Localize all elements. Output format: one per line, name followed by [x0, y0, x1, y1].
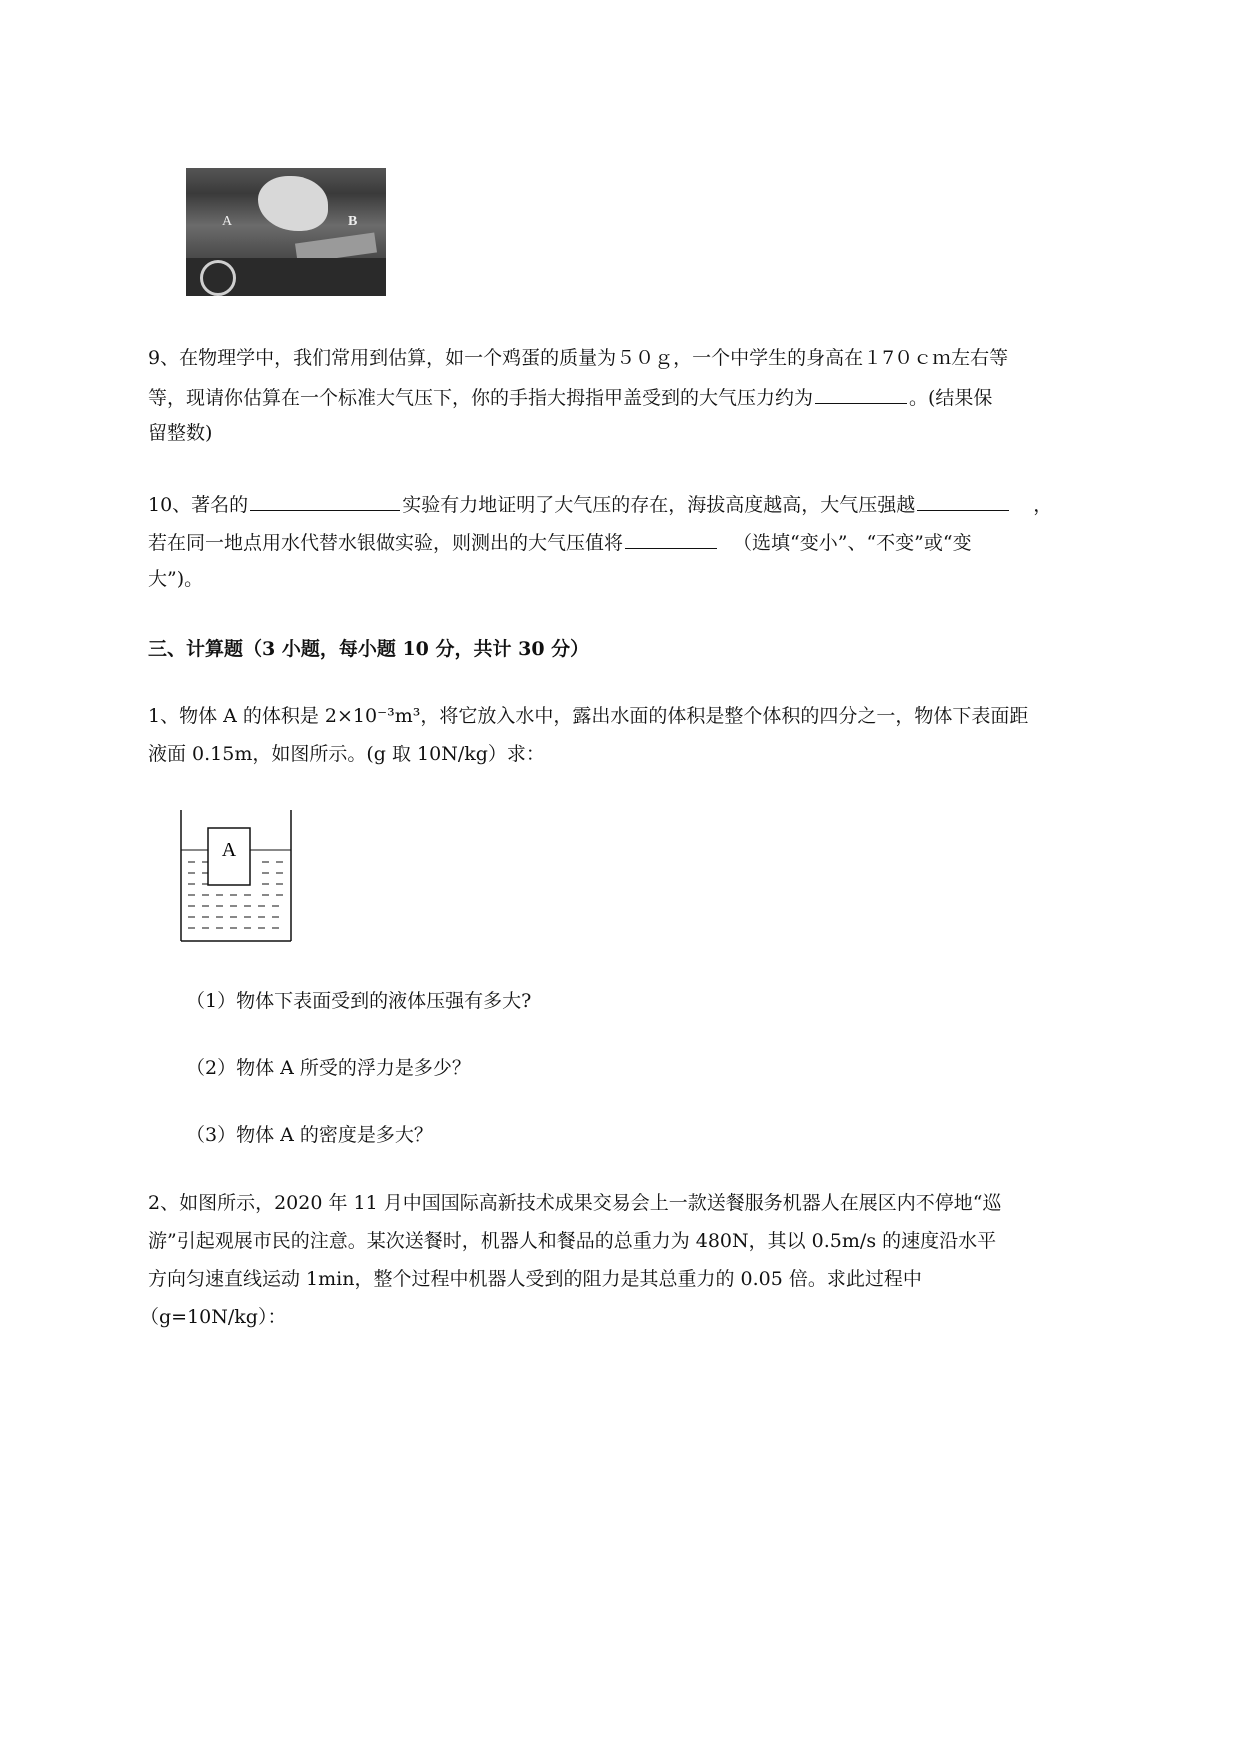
- q9-line2-tail: 。(结果保: [909, 387, 993, 409]
- q10-line3: 大”)。: [148, 568, 204, 590]
- q10-line2: [148, 528, 1098, 556]
- q9-line3: 留整数): [148, 422, 213, 444]
- c1-sub-q2: （2）物体 A 所受的浮力是多少？: [186, 1057, 471, 1079]
- q10-line2-a: 若在同一地点用水代替水银做实验，则测出的大气压值将: [148, 532, 624, 554]
- c2-line4: （g=10N/kg）：: [140, 1306, 287, 1328]
- photo-label-b: B: [348, 214, 358, 229]
- q9-line1: 9、在物理学中，我们常用到估算，如一个鸡蛋的质量为５０ｇ，一个中学生的身高在１7０ｃｍ左右等: [148, 347, 1009, 369]
- wheel-icon: [200, 260, 236, 296]
- photo-label-a: A: [222, 214, 233, 229]
- q10-line1-c: ，: [1033, 494, 1053, 516]
- c2-line2: 游”引起观展市民的注意。某次送餐时，机器人和餐品的总重力为 480N，其以 0.5m/s 的速度沿水平: [148, 1230, 997, 1252]
- q10-line2-b: （选填“变小”、“不变”或“变: [733, 532, 972, 554]
- object-a-label: A: [221, 839, 237, 861]
- c1-line1: 1、物体 A 的体积是 2×10⁻³m³，将它放入水中，露出水面的体积是整个体积的四分之一，物体下表面距: [148, 705, 1029, 727]
- q9-line2: [148, 383, 1098, 411]
- c2-line3: 方向匀速直线运动 1min，整个过程中机器人受到的阻力是其总重力的 0.05 倍。求此过程中: [148, 1268, 922, 1290]
- beaker-diagram: [176, 810, 296, 950]
- q9-line2-text: 等，现请你估算在一个标准大气压下，你的手指大拇指甲盖受到的大气压力约为: [148, 387, 814, 409]
- q10-blank-pressure[interactable]: [917, 490, 1009, 511]
- car-collision-photo: [186, 168, 386, 296]
- q10-line1: [148, 490, 1098, 518]
- c1-line2: 液面 0.15m，如图所示。(g 取 10N/kg）求：: [148, 743, 545, 765]
- c1-sub-q3: （3）物体 A 的密度是多大？: [186, 1124, 433, 1146]
- section3-heading: 三、计算题（3 小题，每小题 10 分，共计 30 分）: [148, 638, 590, 660]
- q10-line1-b: 实验有力地证明了大气压的存在，海拔高度越高，大气压强越: [402, 494, 916, 516]
- q9-answer-blank[interactable]: [815, 383, 907, 404]
- c2-line1: 2、如图所示，2020 年 11 月中国国际高新技术成果交易会上一款送餐服务机器人在展区内不停地“巡: [148, 1192, 1002, 1214]
- c1-sub-q1: （1）物体下表面受到的液体压强有多大?: [186, 990, 532, 1012]
- q10-line1-a: 10、著名的: [148, 494, 249, 516]
- q10-blank-experiment[interactable]: [250, 490, 400, 511]
- q10-blank-change[interactable]: [625, 528, 717, 549]
